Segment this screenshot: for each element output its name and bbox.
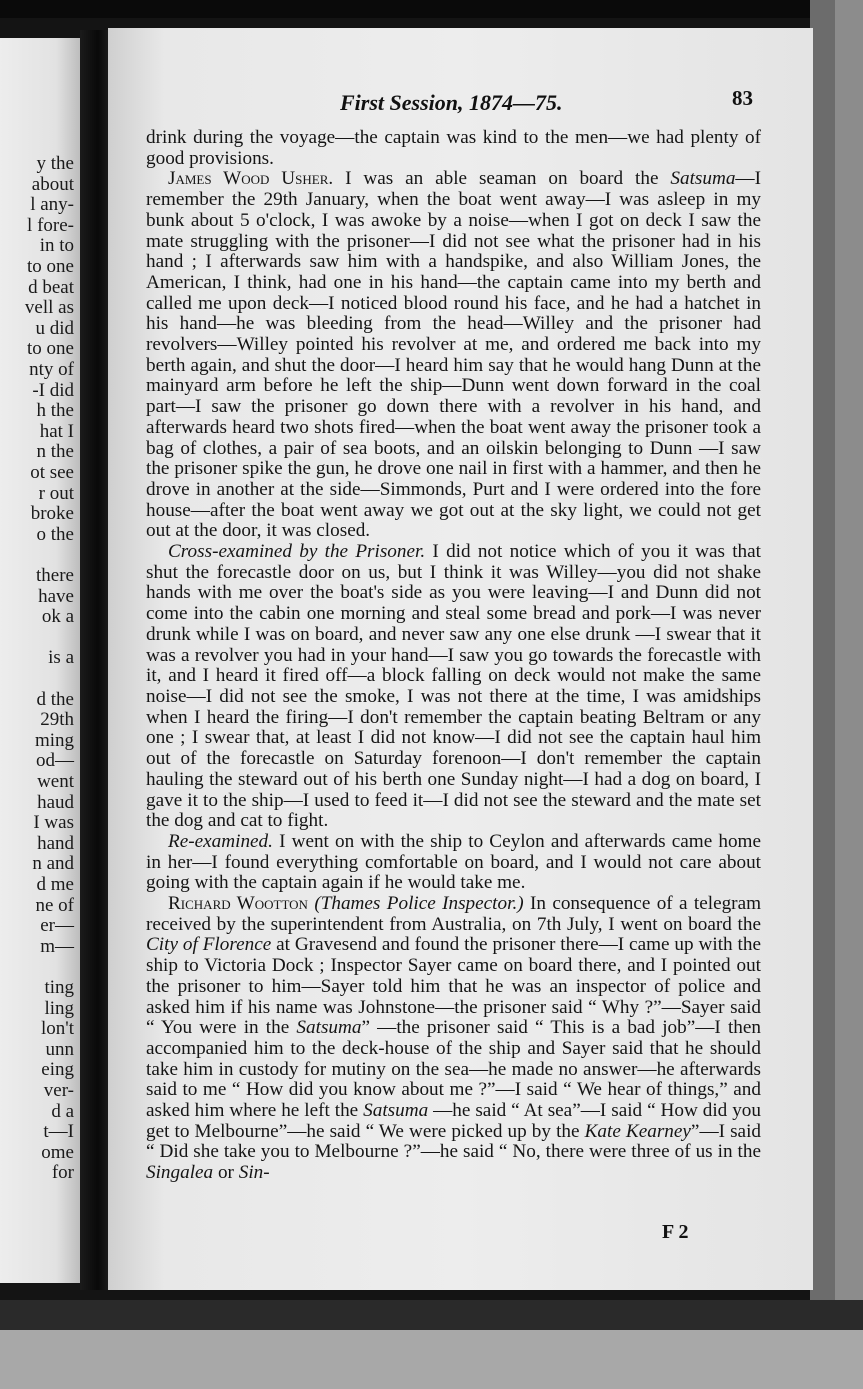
left-page-line: have	[38, 585, 74, 607]
left-page-line: l fore-	[27, 214, 74, 236]
left-page-line: m—	[40, 935, 74, 957]
text-run: or	[213, 1162, 239, 1184]
left-page-line: ling	[44, 997, 74, 1019]
left-page-line: ot see	[30, 462, 74, 483]
top-dark-band	[0, 0, 863, 18]
text-run: ” —the prisoner said “ This is a bad job”—I then accompanied him to the deck-house of the ship and Sayer said that he should take him in custody for mutiny on the sea—he made no answer—he afterwards said to me “ How did you know about me ?”—I said “ We hear of things,” and asked him where he left the	[146, 1017, 762, 1122]
left-page-line: y the	[36, 153, 74, 174]
witness-name: Richard Wootton	[168, 893, 308, 915]
left-page-line: ok a	[41, 606, 74, 628]
text-run: I went on with the ship to Ceylon and afterwards came home in her—I found everything comfortable on board, and I would not care about going with the captain again if he would take me.	[146, 830, 761, 894]
left-page-line: d me	[36, 874, 74, 895]
left-page-line: is a	[48, 647, 74, 669]
left-page-line: hat I	[39, 420, 74, 442]
bottom-light-band	[0, 1330, 863, 1389]
left-page-line: in to	[39, 235, 74, 257]
ship-name: Satsuma	[296, 1017, 362, 1039]
left-page-line: ne of	[35, 894, 74, 916]
paragraph-usher-testimony	[146, 169, 761, 542]
left-page-line: u did	[35, 317, 74, 339]
signature-mark: F 2	[662, 1221, 689, 1243]
left-page-line: l any-	[30, 194, 74, 216]
left-page-line: r out	[38, 482, 74, 504]
paragraph-wootton-testimony	[146, 894, 761, 1184]
left-page-line: ome	[41, 1141, 74, 1163]
left-page-line: unn	[45, 1038, 74, 1060]
left-page-line: haud	[37, 791, 74, 813]
left-page-line: nty of	[29, 359, 74, 380]
left-page-line: d the	[36, 688, 74, 710]
text-run: —I remember the 29th January, when the boat went away—I was asleep in my bunk about 5 o'clock, I was awoke by a noise—when I got on deck I saw the mate struggling with the prisoner—I did not see what the prisoner had in his hand ; I afterwards saw him with a handspike, and also William Jones, the American, I think, had one in his hand—the captain came into my berth and called me upon deck—I noticed blood round his face, and he had a hatchet in his hand—he was bleeding from the head—Willey and the prisoner had revolvers—Willey pointed his revolver at me, and ordered me back into my berth again, and shut the door—I heard him say that he would hang Dunn at the mainyard arm before he left the ship—Dunn went down forward in the coal part—I saw the prisoner go down there with a revolver in his hand, and afterwards heard two shots fired—when the boat went away the prisoner took a bag of clothes, a pair of sea boots, and an oilskin belonging to Dunn —I saw the prisoner spike the gun, he drove one nail in first with a hammer, and then he drove in another at the side—Simmonds, Purt and I were ordered into the fore house—after the boat went away we got out at the sky light, we could not get out at the door, it was closed.	[146, 168, 761, 542]
ship-name: City of Florence	[146, 934, 272, 956]
ship-name: Singalea	[146, 1162, 214, 1184]
ship-name: Satsuma	[670, 168, 736, 190]
left-page-line: ver-	[43, 1080, 74, 1101]
witness-role: (Thames Police Inspector.)	[314, 893, 524, 915]
paragraph-continuation: drink during the voyage—the captain was kind to the men—we had plenty of good provisions.	[146, 127, 761, 169]
book-gutter	[80, 30, 110, 1290]
right-edge-highlight	[835, 0, 863, 1389]
left-page-line: -I did	[32, 379, 74, 401]
page-number: 83	[732, 86, 753, 110]
left-page-line: n the	[36, 441, 74, 463]
left-page-line: ming	[34, 729, 74, 751]
left-page-line: eing	[41, 1059, 74, 1081]
left-page-line: ting	[44, 977, 74, 998]
left-page-line: n and	[32, 853, 74, 875]
left-page-line: to one	[27, 338, 74, 360]
running-header: First Session, 1874—75.	[340, 90, 563, 115]
left-page-line: h the	[36, 400, 74, 422]
left-page-line: broke	[30, 503, 74, 525]
text-run: —he said “ At sea”—I said “ How did you get to Melbourne”—he said “ We were picked up by the	[146, 1100, 761, 1142]
left-page-line: d a	[51, 1100, 74, 1122]
left-page-line: for	[51, 1162, 74, 1184]
left-page-line: od—	[36, 750, 74, 772]
paragraph-cross-examination	[146, 542, 761, 832]
ship-name: Kate Kearney	[584, 1120, 691, 1142]
left-page-line: o the	[36, 523, 74, 545]
text-run: I did not notice which of you it was that shut the forecastle door on us, but I think it was Willey—you did not shake hands with me over the boat's side as you were leaving—I and Dunn did not come into the cabin one morning and steal some bread and pork—I was never drunk while I was on board, and never saw any one else drunk —I swear that it was a revolver you had in your hand—I saw you go towards the forecastle with it, and I heard it fired off—a block falling on deck would not make the same noise—I did not see the smoke, I was not there at the time, I was amidships when I heard the firing—I don't remember the captain beating Beltram or any one ; I swear that, at least I did not know—I did not see the captain haul him out of the forecastle on Saturday forenoon—I don't remember the captain hauling the steward out of his berth one Sunday night—I had a dog on board, I gave it to the ship—I used to feed it—I did not see the steward and the mate set the dog and cat to fight.	[146, 541, 761, 832]
witness-name: James Wood Usher.	[168, 168, 334, 190]
main-page	[108, 28, 813, 1290]
left-page-line: vell as	[24, 297, 74, 319]
left-page-line: hand	[37, 832, 74, 854]
left-page-line: there	[36, 565, 74, 586]
text-run: ”—I said “ Did she take you to Melbourne ?”—he said “ No, there were three of us in the	[146, 1120, 761, 1163]
text-run: at Gravesend and found the prisoner there—I came up with the ship to Victoria Dock ; Inspector Sayer came on board there, and I pointed out the prisoner to him—Sayer told him that he was an inspector of police and asked him if his name was Johnstone—the prisoner said “ Why ?”—Sayer said “ You were in the	[146, 934, 761, 1039]
left-page-line: d beat	[28, 276, 74, 298]
paragraph-re-examination	[146, 832, 761, 894]
left-page-line: lon't	[41, 1018, 74, 1040]
left-page-line: 29th	[40, 709, 74, 731]
left-page-line: went	[37, 771, 74, 792]
left-page-line: about	[31, 173, 74, 195]
text-run: In consequence of a telegram received by the superintendent from Australia, on 7th July, I went on board the	[146, 893, 762, 935]
left-page-line: er—	[40, 915, 74, 937]
left-page-line: to one	[27, 256, 74, 277]
section-heading: Re-examined.	[168, 830, 273, 852]
ship-name: Satsuma	[363, 1100, 429, 1122]
ship-name: Sin-	[238, 1162, 270, 1184]
page-body	[146, 128, 761, 1184]
left-page-line: I was	[33, 812, 74, 834]
text-run: I was an able seaman on board the	[333, 168, 671, 190]
left-page-line: t—I	[43, 1121, 74, 1143]
section-heading: Cross-examined by the Prisoner.	[168, 541, 426, 563]
left-facing-page	[0, 38, 80, 1283]
